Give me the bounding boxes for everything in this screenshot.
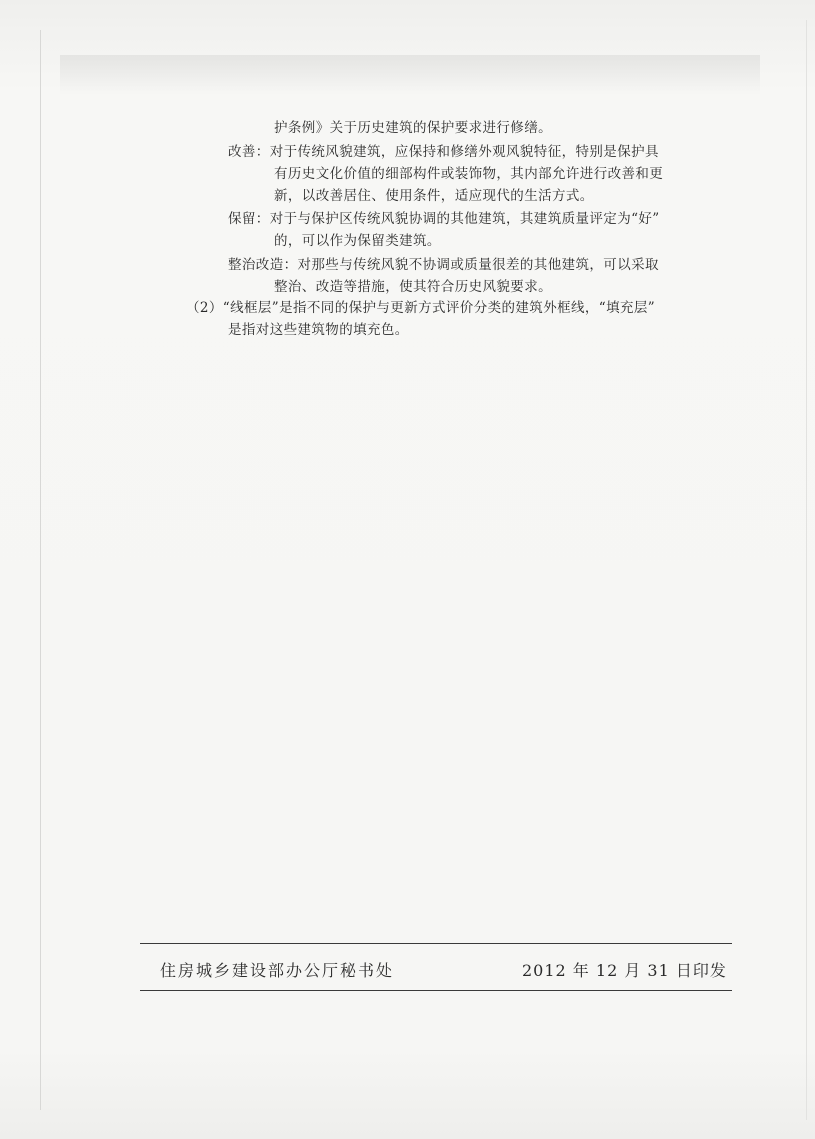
text-line-5: 保留：对于与保护区传统风貌协调的其他建筑，其建筑质量评定为“好” bbox=[228, 211, 660, 227]
text-line-10: 是指对这些建筑物的填充色。 bbox=[228, 322, 409, 338]
text-line-4: 新，以改善居住、使用条件，适应现代的生活方式。 bbox=[274, 188, 594, 204]
text-line-2: 改善：对于传统风貌建筑，应保持和修缮外观风貌特征，特别是保护具 bbox=[228, 144, 659, 160]
scan-edge-left bbox=[40, 30, 41, 1110]
footer-date: 2012 年 12 月 31 日印发 bbox=[522, 961, 727, 980]
scan-shadow bbox=[60, 55, 760, 95]
text-line-8: 整治、改造等措施，使其符合历史风貌要求。 bbox=[274, 279, 552, 295]
text-line-3: 有历史文化价值的细部构件或装饰物，其内部允许进行改善和更 bbox=[274, 166, 664, 182]
text-line-1: 护条例》关于历史建筑的保护要求进行修缮。 bbox=[274, 120, 552, 136]
scan-edge-right bbox=[806, 20, 807, 1120]
footer-rule-top bbox=[140, 943, 732, 944]
footer-rule-bottom bbox=[140, 990, 732, 991]
text-line-7: 整治改造：对那些与传统风貌不协调或质量很差的其他建筑，可以采取 bbox=[228, 257, 659, 273]
text-line-6: 的，可以作为保留类建筑。 bbox=[274, 233, 441, 249]
footer-issuer: 住房城乡建设部办公厅秘书处 bbox=[160, 961, 395, 980]
text-line-9: （2）“线框层”是指不同的保护与更新方式评价分类的建筑外框线，“填充层” bbox=[186, 300, 656, 316]
